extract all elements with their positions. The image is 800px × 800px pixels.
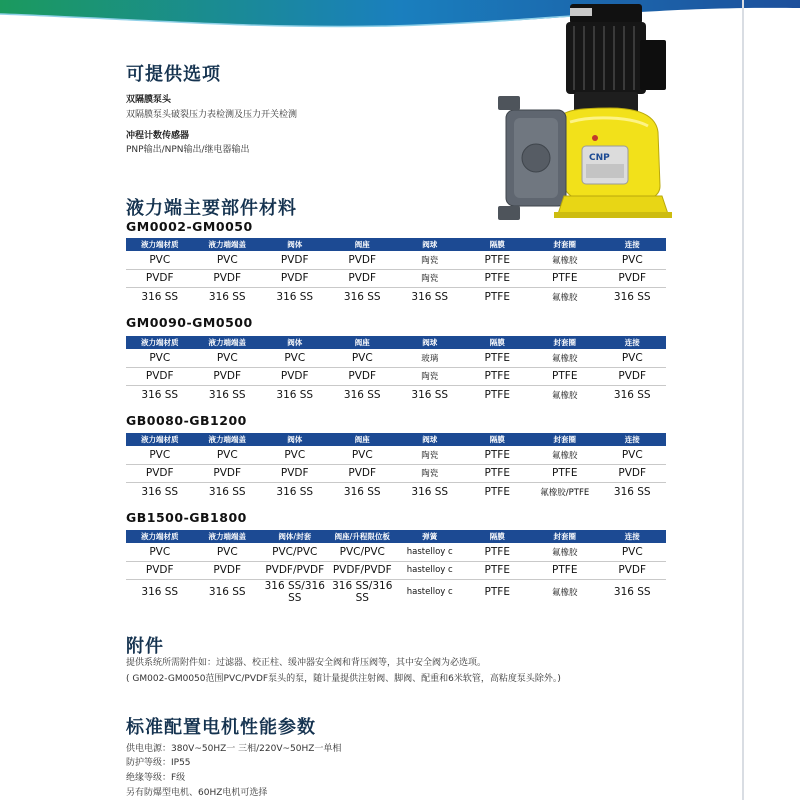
table-cell: PTFE xyxy=(464,543,532,561)
table-cell: 316 SS/316 SS xyxy=(264,580,325,604)
table-cell: 316 SS xyxy=(276,485,314,498)
table-cell: PVC xyxy=(126,446,194,464)
table-row xyxy=(126,349,666,367)
table-cell: hastelloy c xyxy=(396,561,464,580)
table-cell: PTFE xyxy=(531,561,599,580)
table-cell: PVDF xyxy=(126,367,194,386)
table-cell: 316 SS xyxy=(141,586,179,598)
table-row xyxy=(126,446,666,464)
table-cell: 陶瓷 xyxy=(396,464,464,483)
table-cell: PVDF/PVDF xyxy=(329,561,397,580)
table-cell: 316 SS xyxy=(411,485,449,498)
table-cell: 陶瓷 xyxy=(396,269,464,288)
table-cell: 氟橡胶 xyxy=(531,543,599,561)
motor-insulation-class: 绝缘等级：F级 xyxy=(126,773,186,783)
materials-table-1 xyxy=(126,238,666,306)
table-row xyxy=(126,288,666,306)
table-cell: hastelloy c xyxy=(406,587,453,597)
header-cell: 液力端材质 xyxy=(126,336,194,349)
table-row xyxy=(126,561,666,580)
table-cell: PVDF xyxy=(194,561,262,580)
table-header-row xyxy=(126,530,666,543)
header-cell: 封套圈 xyxy=(531,336,599,349)
table-cell: 316 SS xyxy=(141,388,179,401)
table-cell: 316 SS xyxy=(411,290,449,303)
header-cell: 阀体 xyxy=(261,238,329,251)
table-cell: 316 SS xyxy=(411,388,449,401)
table-cell: PVC xyxy=(126,543,194,561)
table-cell: PVDF xyxy=(329,464,397,483)
table-cell: PTFE xyxy=(484,388,510,401)
table-cell: 316 SS xyxy=(276,388,314,401)
table-cell: PVC xyxy=(599,349,667,367)
table-cell: PVDF xyxy=(261,269,329,288)
table-cell: PVC xyxy=(329,446,397,464)
table-cell: PVC/PVC xyxy=(261,543,329,561)
header-cell: 阀球 xyxy=(396,433,464,446)
header-cell: 连接 xyxy=(599,433,667,446)
table-row xyxy=(126,580,666,605)
table-row xyxy=(126,367,666,386)
header-cell: 液力端端盖 xyxy=(194,336,262,349)
table-row xyxy=(126,543,666,561)
header-cell: 阀座 xyxy=(329,238,397,251)
table-row xyxy=(126,251,666,269)
table-cell: 316 SS xyxy=(208,290,246,303)
materials-table-2 xyxy=(126,336,666,404)
header-cell: 隔膜 xyxy=(464,433,532,446)
model-range-3: GB0080-GB1200 xyxy=(126,413,247,428)
table-cell: PVDF xyxy=(126,269,194,288)
header-cell: 阀球 xyxy=(396,336,464,349)
table-cell: PVDF xyxy=(599,464,667,483)
accessories-line-1: 提供系统所需附件如：过滤器、校正柱、缓冲器安全阀和背压阀等，其中安全阀为必选项。 xyxy=(126,658,487,668)
table-cell: PVDF xyxy=(126,561,194,580)
table-cell: hastelloy c xyxy=(396,543,464,561)
model-range-2: GM0090-GM0500 xyxy=(126,315,253,330)
option-heading-stroke-sensor: 冲程计数传感器 xyxy=(126,131,190,141)
table-cell: PTFE xyxy=(464,269,532,288)
header-cell: 液力端端盖 xyxy=(194,530,262,543)
option-text-double-diaphragm: 双隔膜泵头破裂压力表检测及压力开关检测 xyxy=(126,110,298,120)
table-cell: 氟橡胶 xyxy=(551,292,578,303)
header-cell: 阀体 xyxy=(261,433,329,446)
table-cell: 氟橡胶/PTFE xyxy=(540,487,590,498)
table-header-row xyxy=(126,433,666,446)
header-cell: 连接 xyxy=(599,530,667,543)
table-cell: PTFE xyxy=(484,586,510,598)
table-cell: 316 SS xyxy=(208,388,246,401)
table-cell: 316 SS xyxy=(276,290,314,303)
motor-power-supply: 供电电源：380V~50HZ一 三相/220V~50HZ一单相 xyxy=(126,744,342,754)
header-cell: 液力端端盖 xyxy=(194,433,262,446)
table-cell: PTFE xyxy=(464,349,532,367)
top-banner-band xyxy=(0,0,800,40)
header-cell: 封套圈 xyxy=(531,530,599,543)
table-cell: PTFE xyxy=(531,269,599,288)
motor-options-note: 另有防爆型电机、60HZ电机可选择 xyxy=(126,788,268,798)
table-cell: PTFE xyxy=(464,446,532,464)
table-cell: 316 SS xyxy=(208,586,246,598)
table-cell: PVC xyxy=(194,349,262,367)
right-margin-rule xyxy=(742,0,744,800)
materials-title: 液力端主要部件材料 xyxy=(126,198,297,219)
brand-label: CNP xyxy=(589,153,610,163)
table-header-row xyxy=(126,238,666,251)
header-cell: 隔膜 xyxy=(464,238,532,251)
table-cell: PVDF xyxy=(261,464,329,483)
table-cell: PVDF xyxy=(126,464,194,483)
table-cell: 氟橡胶 xyxy=(551,390,578,401)
table-cell: PVC xyxy=(599,251,667,269)
table-cell: 氟橡胶 xyxy=(531,251,599,269)
table-cell: PVDF xyxy=(329,269,397,288)
table-row xyxy=(126,483,666,501)
table-cell: PTFE xyxy=(464,561,532,580)
table-cell: PVC xyxy=(126,251,194,269)
table-row xyxy=(126,386,666,404)
table-cell: 玻璃 xyxy=(396,349,464,367)
table-cell: PVDF xyxy=(599,367,667,386)
table-cell: PVDF xyxy=(261,251,329,269)
table-cell: PVC xyxy=(261,446,329,464)
header-cell: 阀座 xyxy=(329,433,397,446)
table-cell: PVC xyxy=(126,349,194,367)
header-cell: 封套圈 xyxy=(531,238,599,251)
table-cell: PVC xyxy=(194,446,262,464)
table-cell: 316 SS xyxy=(141,290,179,303)
table-cell: 氟橡胶 xyxy=(531,446,599,464)
table-cell: 316 SS xyxy=(141,485,179,498)
table-cell: PVC xyxy=(194,251,262,269)
table-cell: PVDF xyxy=(329,367,397,386)
option-text-stroke-sensor: PNP输出/NPN输出/继电器输出 xyxy=(126,145,250,155)
table-cell: PTFE xyxy=(531,464,599,483)
table-cell: PVDF xyxy=(329,251,397,269)
header-cell: 阀座 xyxy=(329,336,397,349)
table-cell: PTFE xyxy=(464,367,532,386)
table-cell: PVC xyxy=(329,349,397,367)
table-cell: PVC xyxy=(599,543,667,561)
table-cell: 316 SS xyxy=(613,388,651,401)
table-cell: PVDF xyxy=(194,464,262,483)
header-cell: 阀球 xyxy=(396,238,464,251)
table-cell: PTFE xyxy=(464,464,532,483)
header-cell: 液力端材质 xyxy=(126,238,194,251)
table-row xyxy=(126,269,666,288)
table-cell: PVC xyxy=(599,446,667,464)
table-cell: 陶瓷 xyxy=(396,446,464,464)
table-cell: 316 SS xyxy=(613,586,651,598)
header-cell: 连接 xyxy=(599,336,667,349)
header-cell: 弹簧 xyxy=(396,530,464,543)
accessories-line-2: ( GM002-GM0050范围PVC/PVDF泵头的泵，随计量提供注射阀、脚阀、配重和6米软管，高粘度泵头除外。) xyxy=(126,674,561,684)
header-cell: 阀体 xyxy=(261,336,329,349)
motor-title: 标准配置电机性能参数 xyxy=(126,717,316,738)
table-cell: PVDF xyxy=(599,269,667,288)
table-cell: PVDF/PVDF xyxy=(261,561,329,580)
header-cell: 连接 xyxy=(599,238,667,251)
table-cell: PTFE xyxy=(531,367,599,386)
header-cell: 液力端端盖 xyxy=(194,238,262,251)
table-cell: PTFE xyxy=(484,485,510,498)
table-cell: PVC xyxy=(194,543,262,561)
table-cell: PVC/PVC xyxy=(329,543,397,561)
header-cell: 液力端材质 xyxy=(126,433,194,446)
header-cell: 隔膜 xyxy=(464,530,532,543)
accessories-title: 附件 xyxy=(126,636,164,657)
table-cell: 316 SS xyxy=(343,290,381,303)
table-cell: 316 SS xyxy=(343,485,381,498)
table-cell: 316 SS xyxy=(343,388,381,401)
table-cell: 陶瓷 xyxy=(396,251,464,269)
header-cell: 液力端材质 xyxy=(126,530,194,543)
materials-table-4 xyxy=(126,530,666,604)
table-cell: 氟橡胶 xyxy=(531,349,599,367)
option-heading-double-diaphragm: 双隔膜泵头 xyxy=(126,95,172,105)
table-header-row xyxy=(126,336,666,349)
table-cell: PVDF xyxy=(599,561,667,580)
model-range-1: GM0002-GM0050 xyxy=(126,219,253,234)
materials-table-3 xyxy=(126,433,666,501)
metering-pump-illustration xyxy=(490,0,680,232)
header-cell: 阀体/封套 xyxy=(261,530,329,543)
table-cell: PVC xyxy=(261,349,329,367)
table-cell: 316 SS xyxy=(613,485,651,498)
options-title: 可提供选项 xyxy=(126,64,221,85)
table-cell: PTFE xyxy=(484,290,510,303)
header-cell: 封套圈 xyxy=(531,433,599,446)
table-cell: PVDF xyxy=(194,367,262,386)
header-cell: 隔膜 xyxy=(464,336,532,349)
table-cell: PVDF xyxy=(261,367,329,386)
model-range-4: GB1500-GB1800 xyxy=(126,510,247,525)
table-cell: 氟橡胶 xyxy=(551,588,578,598)
table-cell: 316 SS xyxy=(208,485,246,498)
table-cell: 316 SS/316 SS xyxy=(332,580,393,604)
motor-protection-class: 防护等级：IP55 xyxy=(126,758,191,768)
table-cell: PTFE xyxy=(464,251,532,269)
header-cell: 阀座/升程限位板 xyxy=(329,530,397,543)
table-cell: PVDF xyxy=(194,269,262,288)
table-row xyxy=(126,464,666,483)
table-cell: 陶瓷 xyxy=(396,367,464,386)
table-cell: 316 SS xyxy=(613,290,651,303)
